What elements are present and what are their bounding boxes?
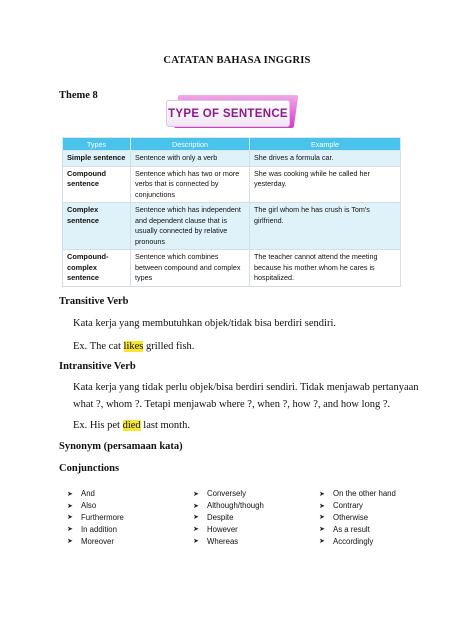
- transitive-definition: Kata kerja yang membutuhkan objek/tidak bisa berdiri sendiri.: [73, 318, 337, 329]
- conjunction-word: On the other hand: [333, 489, 396, 499]
- list-item: [67, 535, 197, 547]
- conjunction-word: And: [81, 489, 95, 499]
- conjunction-word: Moreover: [81, 536, 114, 546]
- cell-description: Sentence which has two or more verbs that is connected by conjunctions: [131, 166, 250, 203]
- arrow-bullet-icon: ➤: [319, 490, 325, 498]
- cell-type: Simple sentence: [63, 151, 131, 167]
- intransitive-heading: Intransitive Verb: [59, 361, 136, 372]
- table-row: [63, 250, 401, 287]
- list-item: [67, 512, 197, 524]
- cell-type: Complex sentence: [63, 203, 131, 250]
- cell-type: Compound-complex sentence: [63, 250, 131, 287]
- list-item: [193, 488, 323, 500]
- conjunction-word: Conversely: [207, 489, 246, 499]
- cell-description: Sentence which combines between compound and complex types: [131, 250, 250, 287]
- list-item: [193, 535, 323, 547]
- arrow-bullet-icon: ➤: [67, 538, 73, 546]
- cell-description: Sentence which has independent and dependent clause that is usually connected by relative pronouns: [131, 203, 250, 250]
- arrow-bullet-icon: ➤: [67, 514, 73, 522]
- arrow-bullet-icon: ➤: [193, 490, 199, 498]
- column-header-description: Description: [131, 138, 250, 151]
- banner-plate: [166, 100, 290, 127]
- conjunction-word: Also: [81, 501, 97, 511]
- cell-example: She was cooking while he called her yesterday.: [250, 166, 401, 203]
- table-header-row: [63, 138, 401, 151]
- type-of-sentence-banner: [166, 98, 300, 128]
- transitive-heading: Transitive Verb: [59, 296, 129, 307]
- list-item: [319, 535, 449, 547]
- example-suffix: grilled fish.: [143, 341, 195, 352]
- conjunction-word: Whereas: [207, 536, 239, 546]
- arrow-bullet-icon: ➤: [319, 502, 325, 510]
- synonym-heading: Synonym (persamaan kata): [59, 441, 183, 452]
- column-header-example: Example: [250, 138, 401, 151]
- example-prefix: Ex. His pet: [73, 420, 123, 431]
- list-item: [193, 512, 323, 524]
- cell-type: Compound sentence: [63, 166, 131, 203]
- arrow-bullet-icon: ➤: [319, 538, 325, 546]
- arrow-bullet-icon: ➤: [67, 502, 73, 510]
- highlighted-verb: likes: [123, 341, 144, 352]
- conjunction-word: Otherwise: [333, 512, 369, 522]
- table-row: [63, 151, 401, 167]
- arrow-bullet-icon: ➤: [193, 526, 199, 534]
- arrow-bullet-icon: ➤: [319, 526, 325, 534]
- conjunction-word: Although/though: [207, 501, 264, 511]
- cell-example: The girl whom he has crush is Tom's girlfriend.: [250, 203, 401, 250]
- conjunction-word: Contrary: [333, 501, 363, 511]
- conjunction-column-contrast: [193, 488, 323, 547]
- arrow-bullet-icon: ➤: [67, 526, 73, 534]
- theme-heading: Theme 8: [59, 90, 98, 101]
- example-prefix: Ex. The cat: [73, 341, 124, 352]
- conjunction-column-result: [319, 488, 449, 547]
- list-item: [67, 500, 197, 512]
- arrow-bullet-icon: ➤: [193, 538, 199, 546]
- transitive-example: [73, 338, 428, 355]
- conjunction-word: Despite: [207, 512, 234, 522]
- highlighted-verb: died: [122, 420, 141, 431]
- list-item: [319, 488, 449, 500]
- list-item: [67, 523, 197, 535]
- intransitive-example: [73, 417, 428, 434]
- column-header-types: Types: [63, 138, 131, 151]
- conjunction-word: Accordingly: [333, 536, 374, 546]
- arrow-bullet-icon: ➤: [319, 514, 325, 522]
- conjunctions-heading: Conjunctions: [59, 463, 120, 474]
- list-item: [319, 523, 449, 535]
- cell-description: Sentence with only a verb: [131, 151, 250, 167]
- arrow-bullet-icon: ➤: [67, 490, 73, 498]
- list-item: [193, 500, 323, 512]
- intransitive-definition: Kata kerja yang tidak perlu objek/bisa berdiri sendiri. Tidak menjawab pertanyaan what ?, whom ?. Tetapi menjawab where ?, when ?, how ?, and how long ?.: [73, 382, 419, 410]
- arrow-bullet-icon: ➤: [193, 514, 199, 522]
- conjunction-word: Furthermore: [81, 512, 124, 522]
- conjunction-word: However: [207, 524, 238, 534]
- list-item: [193, 523, 323, 535]
- conjunction-column-additive: [67, 488, 197, 547]
- list-item: [67, 488, 197, 500]
- example-suffix: last month.: [140, 420, 190, 431]
- cell-example: The teacher cannot attend the meeting because his mother whom he cares is hospitalized.: [250, 250, 401, 287]
- table-row: [63, 203, 401, 250]
- list-item: [319, 500, 449, 512]
- table-row: [63, 166, 401, 203]
- sentence-types-table: [62, 137, 401, 287]
- list-item: [319, 512, 449, 524]
- arrow-bullet-icon: ➤: [193, 502, 199, 510]
- conjunction-word: As a result: [333, 524, 370, 534]
- conjunction-word: In addition: [81, 524, 117, 534]
- banner-title: TYPE OF SENTENCE: [168, 107, 288, 120]
- page-title: CATATAN BAHASA INGGRIS: [163, 55, 311, 66]
- cell-example: She drives a formula car.: [250, 151, 401, 167]
